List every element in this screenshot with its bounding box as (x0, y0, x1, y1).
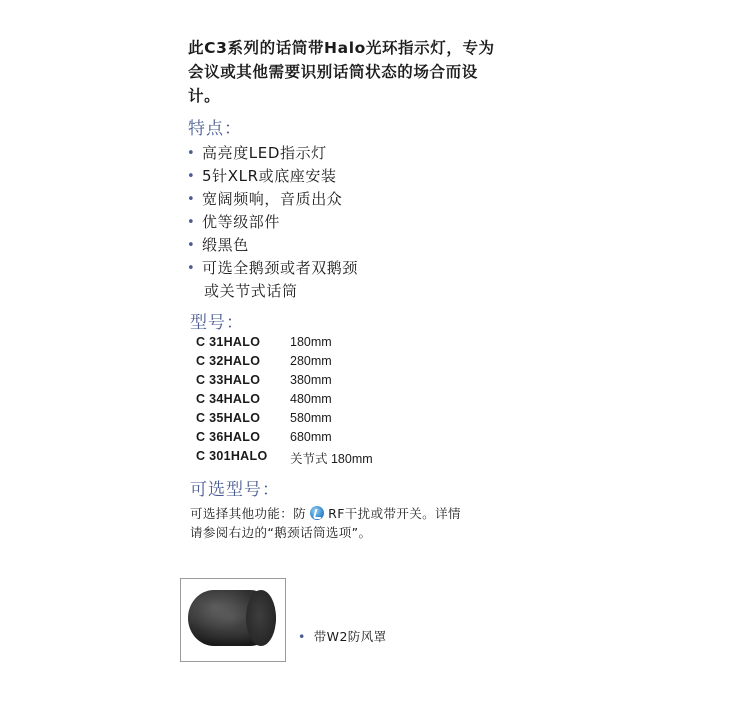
model-size: 480mm (290, 392, 332, 406)
optional-line-1 (190, 504, 530, 523)
features-list (186, 142, 506, 303)
feature-text: 优等级部件 (202, 213, 281, 231)
model-code: C 36HALO (196, 430, 261, 444)
models-heading: 型号： (190, 313, 244, 333)
feature-item (186, 234, 506, 257)
model-size: 580mm (290, 411, 332, 425)
bullet-icon: • (187, 261, 196, 276)
model-code: C 34HALO (196, 392, 261, 406)
model-code: C 31HALO (196, 335, 261, 349)
model-code: C 32HALO (196, 354, 261, 368)
bullet-icon: • (298, 629, 306, 644)
feature-item (186, 142, 506, 165)
bullet-icon: • (187, 169, 196, 184)
feature-text-continuation: 或关节式话筒 (204, 282, 298, 300)
model-code: C 301HALO (196, 449, 268, 463)
bullet-icon: • (187, 192, 196, 207)
intro-paragraph (188, 36, 533, 108)
feature-text: 可选全鹅颈或者双鹅颈 (202, 259, 359, 277)
optional-line-2: 请参阅右边的“鹅颈话筒选项”。 (190, 525, 372, 540)
bullet-icon: • (187, 215, 196, 230)
feature-text: 缎黑色 (202, 236, 249, 254)
bullet-icon: • (187, 238, 196, 253)
optional-models-heading: 可选型号： (190, 480, 280, 500)
features-heading: 特点： (188, 119, 242, 139)
model-size: 关节式 180mm (290, 452, 373, 466)
feature-text: 宽阔频响，音质出众 (202, 190, 343, 208)
foam-windscreen-end (246, 590, 276, 646)
model-code: C 33HALO (196, 373, 261, 387)
feature-item (186, 257, 506, 303)
windscreen-photo (180, 578, 286, 662)
foam-windscreen-image (188, 590, 276, 646)
model-size: 280mm (290, 354, 332, 368)
intro-line: 会议或其他需要识别话筒状态的场合而设 (188, 63, 478, 81)
model-size: 180mm (290, 335, 332, 349)
model-size: 380mm (290, 373, 332, 387)
optional-text-after-icon: RF干扰或带开关。详情 (328, 506, 461, 521)
feature-item (186, 165, 506, 188)
bullet-icon: • (187, 146, 196, 161)
intro-line: 计。 (188, 87, 221, 105)
feature-text: 高亮度LED指示灯 (202, 144, 327, 162)
model-code: C 35HALO (196, 411, 261, 425)
intro-line: 此C3系列的话筒带Halo光环指示灯，专为 (188, 39, 495, 57)
windscreen-caption-text: 带W2防风罩 (313, 629, 387, 644)
feature-item (186, 211, 506, 234)
windscreen-caption (298, 627, 387, 645)
feature-item (186, 188, 506, 211)
optional-text-before-icon: 可选择其他功能：防 (190, 506, 307, 521)
model-size: 680mm (290, 430, 332, 444)
feature-text: 5针XLR或底座安装 (202, 167, 337, 185)
optional-description (190, 504, 530, 542)
rf-shield-icon (310, 506, 324, 520)
